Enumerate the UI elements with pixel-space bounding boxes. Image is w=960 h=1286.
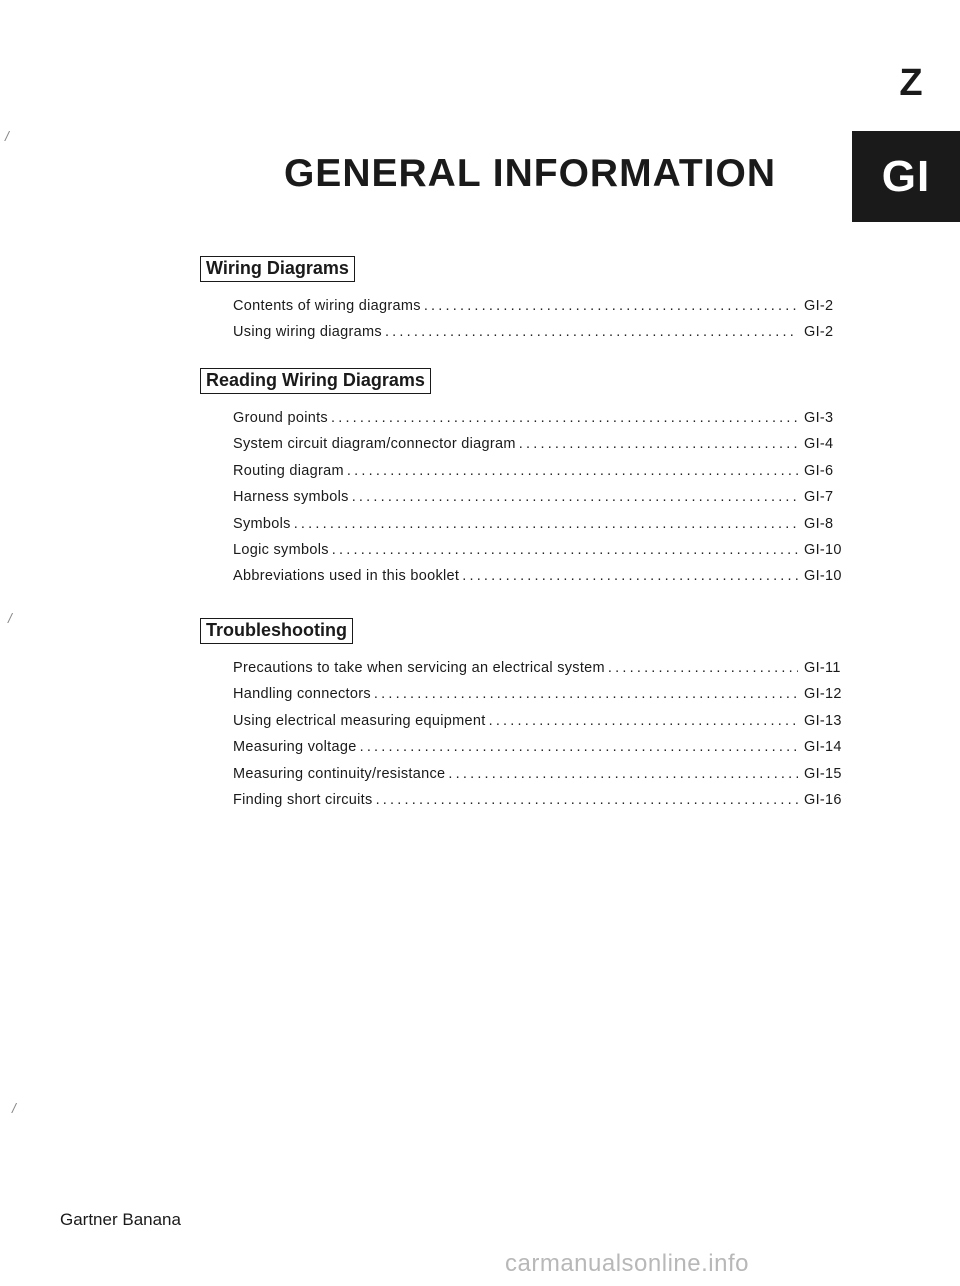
- toc-entry[interactable]: [233, 298, 850, 324]
- section-wiring-diagrams: [200, 256, 850, 351]
- toc-leader-dots: [448, 766, 798, 782]
- section-header: Reading Wiring Diagrams: [200, 368, 431, 394]
- toc-entry[interactable]: [233, 766, 850, 792]
- toc-entry-label: Using wiring diagrams: [233, 324, 382, 341]
- toc-leader-dots: [360, 739, 798, 755]
- margin-mark: /: [8, 610, 12, 626]
- watermark: carmanualsonline.info: [505, 1250, 749, 1277]
- section-troubleshooting: [200, 618, 850, 818]
- toc-entry-label: Harness symbols: [233, 489, 349, 506]
- toc-entry-page: GI-6: [804, 462, 834, 479]
- toc-entry-page: GI-11: [804, 660, 841, 676]
- toc-entry[interactable]: [233, 542, 850, 568]
- toc-entry-page: GI-4: [804, 436, 834, 453]
- toc-entry-label: Abbreviations used in this booklet: [233, 568, 460, 585]
- toc-entry[interactable]: [233, 568, 850, 594]
- toc-leader-dots: [385, 324, 798, 340]
- toc-entry-page: GI-15: [804, 765, 842, 782]
- toc-entry-label: Contents of wiring diagrams: [233, 298, 421, 314]
- toc-leader-dots: [608, 660, 798, 676]
- toc-entry-label: System circuit diagram/connector diagram: [233, 436, 516, 453]
- toc-entry-label: Precautions to take when servicing an electrical system: [233, 660, 605, 676]
- footer-name: Gartner Banana: [60, 1210, 181, 1229]
- toc-entry-label: Finding short circuits: [233, 791, 373, 808]
- toc-entry[interactable]: [233, 489, 850, 515]
- toc-entry-page: GI-12: [804, 686, 842, 703]
- toc-entry-page: GI-13: [804, 712, 842, 729]
- toc-entry-page: GI-16: [804, 791, 842, 808]
- toc-leader-dots: [294, 516, 798, 532]
- toc-entry[interactable]: [233, 516, 850, 542]
- toc-entry-label: Ground points: [233, 410, 328, 426]
- section-reading-wiring-diagrams: [200, 368, 850, 595]
- section-header: Wiring Diagrams: [200, 256, 355, 282]
- toc-entry-label: Handling connectors: [233, 686, 371, 703]
- toc-entry[interactable]: [233, 739, 850, 765]
- toc-entry-label: Symbols: [233, 515, 291, 532]
- toc-entry[interactable]: [233, 436, 850, 462]
- toc-leader-dots: [519, 436, 798, 452]
- toc-leader-dots: [376, 792, 798, 808]
- toc-entry[interactable]: [233, 463, 850, 489]
- toc-leader-dots: [352, 489, 798, 505]
- corner-letter: Z: [899, 62, 923, 104]
- toc-leader-dots: [462, 568, 798, 584]
- toc-entry-page: GI-2: [804, 324, 834, 341]
- toc-leader-dots: [424, 298, 798, 314]
- toc-entry-page: GI-10: [804, 568, 842, 585]
- section-tab-gi: GI: [852, 131, 960, 222]
- toc-entry[interactable]: [233, 324, 850, 350]
- toc-leader-dots: [331, 410, 798, 426]
- margin-mark: /: [5, 128, 9, 144]
- toc-entry[interactable]: [233, 686, 850, 712]
- toc-leader-dots: [347, 463, 798, 479]
- toc-entry[interactable]: [233, 792, 850, 818]
- toc-entry-label: Measuring continuity/resistance: [233, 765, 446, 782]
- toc-entry[interactable]: [233, 660, 850, 686]
- toc-entry-page: GI-3: [804, 410, 834, 426]
- toc-leader-dots: [489, 713, 798, 729]
- page-title: GENERAL INFORMATION: [283, 152, 777, 195]
- toc-entry-label: Using electrical measuring equipment: [233, 712, 486, 729]
- toc-entry-label: Logic symbols: [233, 541, 329, 558]
- toc-entry-page: GI-8: [804, 515, 834, 532]
- toc-entry-page: GI-14: [804, 739, 842, 756]
- toc-entry-page: GI-7: [804, 489, 834, 506]
- toc-leader-dots: [374, 686, 798, 702]
- toc-leader-dots: [332, 542, 798, 558]
- toc-entry-page: GI-10: [804, 541, 842, 558]
- margin-mark: /: [12, 1100, 16, 1116]
- section-header: Troubleshooting: [200, 618, 353, 644]
- toc-entry-label: Routing diagram: [233, 462, 344, 479]
- toc-entry-page: GI-2: [804, 298, 834, 314]
- toc-entry-label: Measuring voltage: [233, 739, 357, 756]
- toc-entry[interactable]: [233, 410, 850, 436]
- toc-entry[interactable]: [233, 713, 850, 739]
